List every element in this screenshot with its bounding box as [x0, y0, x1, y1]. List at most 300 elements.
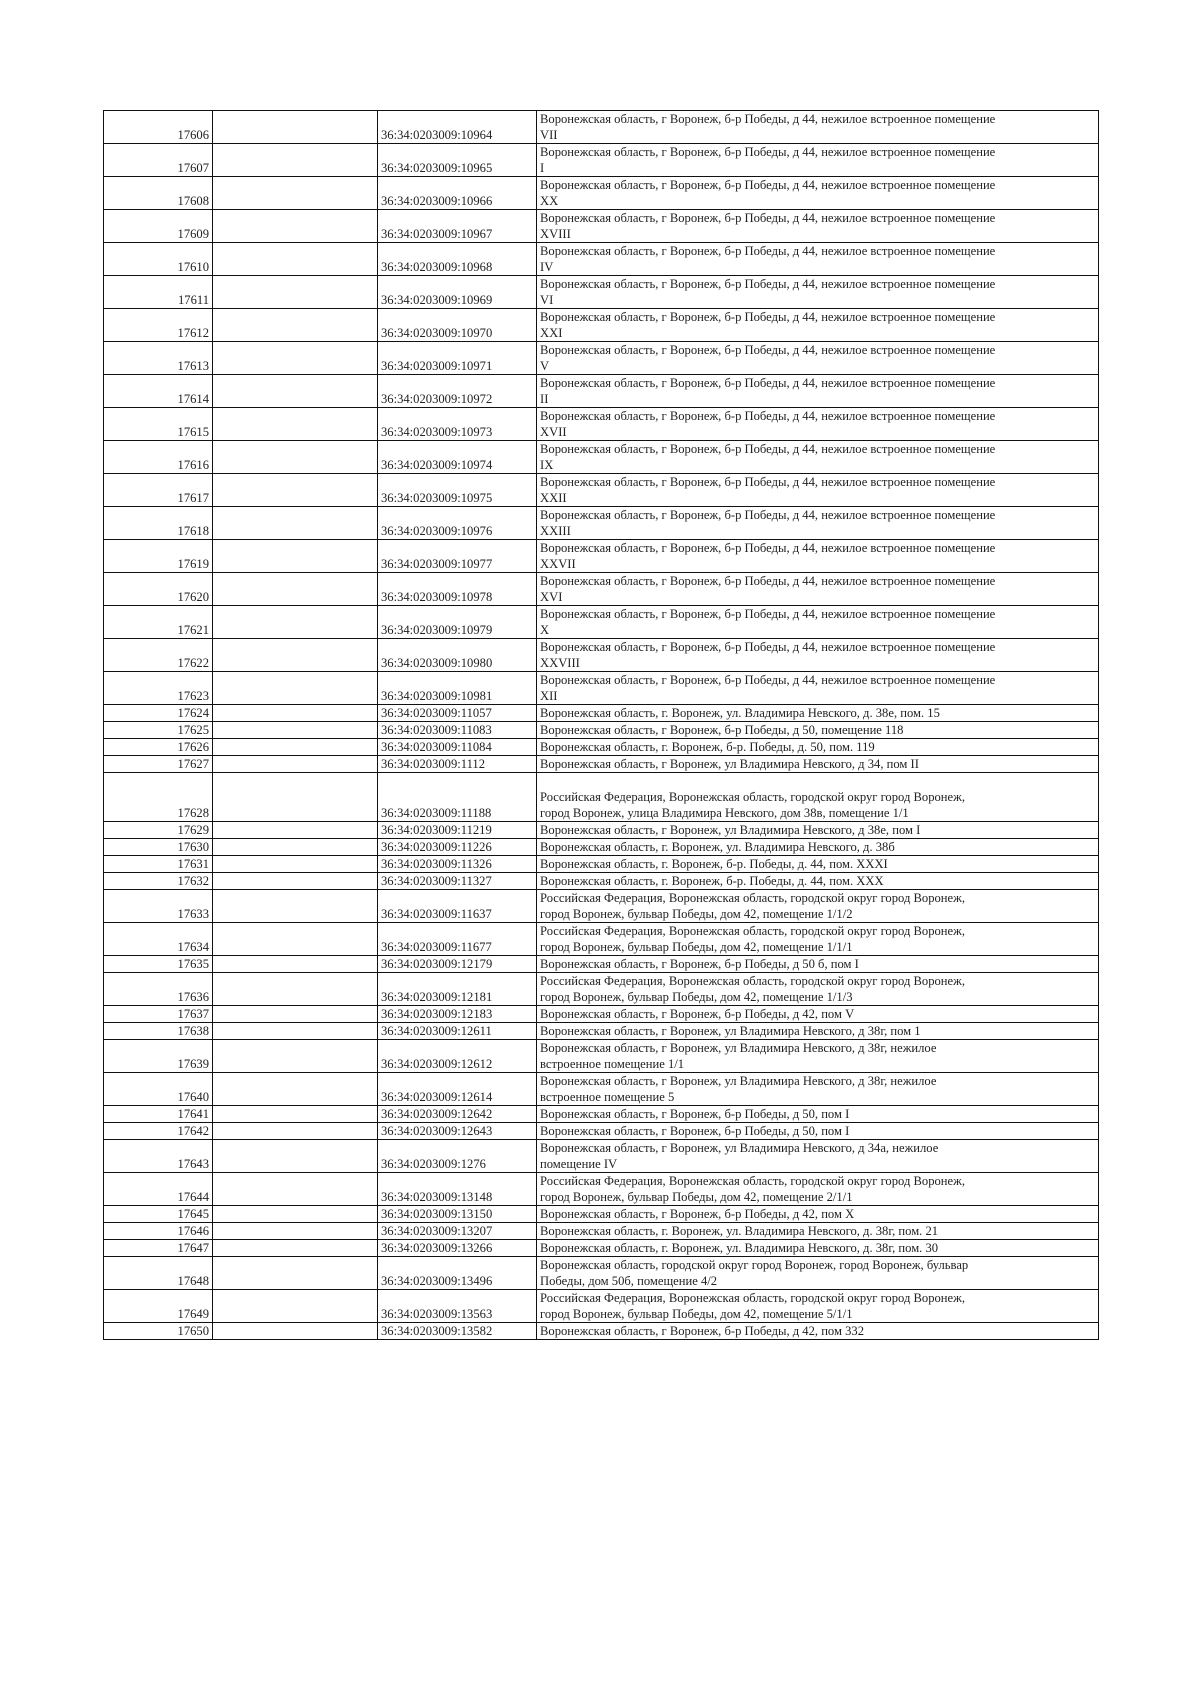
address-cell: [537, 474, 1099, 507]
address-cell: [537, 507, 1099, 540]
empty-cell: [213, 144, 378, 177]
table-row: [104, 1173, 1099, 1206]
registry-table: [103, 110, 1099, 1340]
row-number: 17650: [104, 1323, 213, 1340]
address-line: Воронежская область, г Воронеж, б-р Победы, д 44, нежилое встроенное помещение: [540, 409, 996, 423]
table-row: [104, 923, 1099, 956]
address-cell: [537, 1123, 1099, 1140]
empty-cell: [213, 1023, 378, 1040]
empty-cell: [213, 1223, 378, 1240]
address-cell: [537, 672, 1099, 705]
address-cell: [537, 573, 1099, 606]
empty-cell: [213, 956, 378, 973]
address-line: XXI: [540, 326, 563, 340]
table-row: [104, 144, 1099, 177]
address-line: Воронежская область, г. Воронеж, ул. Владимира Невского, д. 38г, пом. 30: [540, 1241, 939, 1255]
table-row: [104, 1023, 1099, 1040]
table-row: [104, 1140, 1099, 1173]
cadastral-number: 36:34:0203009:10980: [378, 639, 537, 672]
row-number: 17648: [104, 1257, 213, 1290]
table-row: [104, 639, 1099, 672]
address-line: Воронежская область, г. Воронеж, б-р. Победы, д. 44, пом. XXXI: [540, 857, 888, 871]
cadastral-number: 36:34:0203009:11326: [378, 856, 537, 873]
row-number: 17611: [104, 276, 213, 309]
row-number: 17613: [104, 342, 213, 375]
table-row: [104, 342, 1099, 375]
table-row: [104, 1290, 1099, 1323]
row-number: 17625: [104, 722, 213, 739]
address-cell: [537, 309, 1099, 342]
address-line: Воронежская область, г Воронеж, б-р Победы, д 44, нежилое встроенное помещение: [540, 508, 996, 522]
cadastral-number: 36:34:0203009:11083: [378, 722, 537, 739]
cadastral-number: 36:34:0203009:11677: [378, 923, 537, 956]
cadastral-number: 36:34:0203009:13148: [378, 1173, 537, 1206]
address-line: Воронежская область, г Воронеж, ул Владимира Невского, д 38г, нежилое: [540, 1041, 937, 1055]
address-cell: [537, 822, 1099, 839]
address-line: Воронежская область, г Воронеж, б-р Победы, д 50, пом I: [540, 1124, 850, 1138]
row-number: 17606: [104, 111, 213, 144]
empty-cell: [213, 839, 378, 856]
table-row: [104, 839, 1099, 856]
row-number: 17618: [104, 507, 213, 540]
row-number: 17620: [104, 573, 213, 606]
cadastral-number: 36:34:0203009:10978: [378, 573, 537, 606]
row-number: 17649: [104, 1290, 213, 1323]
cadastral-number: 36:34:0203009:10975: [378, 474, 537, 507]
cadastral-number: 36:34:0203009:10976: [378, 507, 537, 540]
address-cell: [537, 1290, 1099, 1323]
empty-cell: [213, 1123, 378, 1140]
empty-cell: [213, 375, 378, 408]
cadastral-number: 36:34:0203009:13563: [378, 1290, 537, 1323]
address-line: Воронежская область, г Воронеж, б-р Победы, д 44, нежилое встроенное помещение: [540, 145, 996, 159]
address-line: Воронежская область, г Воронеж, ул Владимира Невского, д 34а, нежилое: [540, 1141, 939, 1155]
empty-cell: [213, 342, 378, 375]
address-line: XVI: [540, 590, 563, 604]
address-line: Воронежская область, г Воронеж, ул Владимира Невского, д 34, пом II: [540, 757, 919, 771]
table-row: [104, 276, 1099, 309]
cadastral-number: 36:34:0203009:12642: [378, 1106, 537, 1123]
address-cell: [537, 923, 1099, 956]
empty-cell: [213, 276, 378, 309]
cadastral-number: 36:34:0203009:10970: [378, 309, 537, 342]
address-line: Воронежская область, г Воронеж, б-р Победы, д 44, нежилое встроенное помещение: [540, 244, 996, 258]
row-number: 17619: [104, 540, 213, 573]
address-cell: [537, 1257, 1099, 1290]
address-line: город Воронеж, улица Владимира Невского, дом 38в, помещение 1/1: [540, 806, 909, 820]
cadastral-number: 36:34:0203009:10971: [378, 342, 537, 375]
address-line: Российская Федерация, Воронежская область, городской округ город Воронеж,: [540, 974, 965, 988]
registry-rows: [104, 111, 1099, 1340]
row-number: 17627: [104, 756, 213, 773]
table-row: [104, 873, 1099, 890]
table-row: [104, 441, 1099, 474]
cadastral-number: 36:34:0203009:12614: [378, 1073, 537, 1106]
table-row: [104, 1206, 1099, 1223]
address-cell: [537, 722, 1099, 739]
table-row: [104, 722, 1099, 739]
address-cell: [537, 956, 1099, 973]
address-cell: [537, 639, 1099, 672]
empty-cell: [213, 1240, 378, 1257]
address-line: город Воронеж, бульвар Победы, дом 42, помещение 2/1/1: [540, 1190, 853, 1204]
row-number: 17610: [104, 243, 213, 276]
table-row: [104, 507, 1099, 540]
row-number: 17612: [104, 309, 213, 342]
empty-cell: [213, 722, 378, 739]
address-cell: [537, 1006, 1099, 1023]
address-line: Воронежская область, г Воронеж, б-р Победы, д 44, нежилое встроенное помещение: [540, 376, 996, 390]
table-row: [104, 1106, 1099, 1123]
address-line: IV: [540, 260, 554, 274]
table-row: [104, 856, 1099, 873]
empty-cell: [213, 243, 378, 276]
empty-cell: [213, 639, 378, 672]
empty-cell: [213, 739, 378, 756]
address-line: Воронежская область, городской округ город Воронеж, город Воронеж, бульвар: [540, 1258, 969, 1272]
table-row: [104, 672, 1099, 705]
table-row: [104, 1006, 1099, 1023]
address-cell: [537, 1173, 1099, 1206]
address-line: Воронежская область, г Воронеж, б-р Победы, д 44, нежилое встроенное помещение: [540, 211, 996, 225]
address-line: Воронежская область, г Воронеж, б-р Победы, д 44, нежилое встроенное помещение: [540, 178, 996, 192]
empty-cell: [213, 1006, 378, 1023]
table-row: [104, 1223, 1099, 1240]
row-number: 17630: [104, 839, 213, 856]
cadastral-number: 36:34:0203009:11057: [378, 705, 537, 722]
table-row: [104, 705, 1099, 722]
cadastral-number: 36:34:0203009:12611: [378, 1023, 537, 1040]
empty-cell: [213, 573, 378, 606]
address-line: Воронежская область, г Воронеж, б-р Победы, д 42, пом 332: [540, 1324, 864, 1338]
empty-cell: [213, 507, 378, 540]
address-line: VII: [540, 128, 558, 142]
row-number: 17623: [104, 672, 213, 705]
cadastral-number: 36:34:0203009:11188: [378, 773, 537, 822]
address-line: Воронежская область, г Воронеж, б-р Победы, д 44, нежилое встроенное помещение: [540, 442, 996, 456]
row-number: 17645: [104, 1206, 213, 1223]
row-number: 17622: [104, 639, 213, 672]
cadastral-number: 36:34:0203009:13266: [378, 1240, 537, 1257]
empty-cell: [213, 1040, 378, 1073]
table-row: [104, 1123, 1099, 1140]
table-row: [104, 956, 1099, 973]
table-row: [104, 243, 1099, 276]
address-line: город Воронеж, бульвар Победы, дом 42, помещение 1/1/2: [540, 907, 853, 921]
address-line: Воронежская область, г Воронеж, б-р Победы, д 44, нежилое встроенное помещение: [540, 475, 996, 489]
empty-cell: [213, 474, 378, 507]
address-line: Победы, дом 50б, помещение 4/2: [540, 1274, 718, 1288]
cadastral-number: 36:34:0203009:10968: [378, 243, 537, 276]
table-row: [104, 1073, 1099, 1106]
table-row: [104, 474, 1099, 507]
empty-cell: [213, 408, 378, 441]
table-row: [104, 739, 1099, 756]
cadastral-number: 36:34:0203009:10973: [378, 408, 537, 441]
address-cell: [537, 890, 1099, 923]
address-line: Воронежская область, г Воронеж, б-р Победы, д 44, нежилое встроенное помещение: [540, 112, 996, 126]
empty-cell: [213, 1206, 378, 1223]
empty-cell: [213, 822, 378, 839]
address-cell: [537, 1323, 1099, 1340]
row-number: 17609: [104, 210, 213, 243]
address-line: IX: [540, 458, 554, 472]
empty-cell: [213, 856, 378, 873]
address-line: Российская Федерация, Воронежская область, городской округ город Воронеж,: [540, 1291, 965, 1305]
cadastral-number: 36:34:0203009:10969: [378, 276, 537, 309]
address-line: XVIII: [540, 227, 571, 241]
row-number: 17640: [104, 1073, 213, 1106]
address-line: V: [540, 359, 550, 373]
row-number: 17636: [104, 973, 213, 1006]
address-line: XXVII: [540, 557, 576, 571]
cadastral-number: 36:34:0203009:12179: [378, 956, 537, 973]
row-number: 17617: [104, 474, 213, 507]
address-line: XX: [540, 194, 559, 208]
address-cell: [537, 111, 1099, 144]
address-line: Воронежская область, г Воронеж, б-р Победы, д 44, нежилое встроенное помещение: [540, 541, 996, 555]
cadastral-number: 36:34:0203009:10981: [378, 672, 537, 705]
table-row: [104, 756, 1099, 773]
cadastral-number: 36:34:0203009:12612: [378, 1040, 537, 1073]
address-line: Воронежская область, г Воронеж, б-р Победы, д 44, нежилое встроенное помещение: [540, 574, 996, 588]
table-row: [104, 540, 1099, 573]
address-line: Воронежская область, г Воронеж, б-р Победы, д 42, пом V: [540, 1007, 855, 1021]
empty-cell: [213, 1106, 378, 1123]
table-row: [104, 773, 1099, 822]
row-number: 17633: [104, 890, 213, 923]
table-row: [104, 573, 1099, 606]
row-number: 17647: [104, 1240, 213, 1257]
address-cell: [537, 1023, 1099, 1040]
address-line: II: [540, 392, 549, 406]
address-line: Воронежская область, г Воронеж, ул Владимира Невского, д 38г, нежилое: [540, 1074, 937, 1088]
address-cell: [537, 408, 1099, 441]
row-number: 17616: [104, 441, 213, 474]
address-line: Воронежская область, г Воронеж, ул Владимира Невского, д 38г, пом 1: [540, 1024, 921, 1038]
empty-cell: [213, 1290, 378, 1323]
table-row: [104, 1323, 1099, 1340]
empty-cell: [213, 873, 378, 890]
cadastral-number: 36:34:0203009:12183: [378, 1006, 537, 1023]
empty-cell: [213, 672, 378, 705]
address-cell: [537, 276, 1099, 309]
cadastral-number: 36:34:0203009:13150: [378, 1206, 537, 1223]
address-cell: [537, 739, 1099, 756]
address-line: встроенное помещение 5: [540, 1090, 675, 1104]
row-number: 17637: [104, 1006, 213, 1023]
address-line: Воронежская область, г Воронеж, б-р Победы, д 50 б, пом I: [540, 957, 859, 971]
empty-cell: [213, 923, 378, 956]
address-line: Воронежская область, г. Воронеж, б-р. Победы, д. 50, пом. 119: [540, 740, 875, 754]
empty-cell: [213, 890, 378, 923]
address-line: город Воронеж, бульвар Победы, дом 42, помещение 1/1/1: [540, 940, 853, 954]
address-cell: [537, 243, 1099, 276]
cadastral-number: 36:34:0203009:11219: [378, 822, 537, 839]
address-cell: [537, 540, 1099, 573]
address-cell: [537, 1206, 1099, 1223]
cadastral-number: 36:34:0203009:10974: [378, 441, 537, 474]
address-line: Воронежская область, г. Воронеж, ул. Владимира Невского, д. 38б: [540, 840, 895, 854]
address-line: город Воронеж, бульвар Победы, дом 42, помещение 5/1/1: [540, 1307, 853, 1321]
row-number: 17642: [104, 1123, 213, 1140]
address-cell: [537, 441, 1099, 474]
address-line: XXVIII: [540, 656, 580, 670]
cadastral-number: 36:34:0203009:10966: [378, 177, 537, 210]
empty-cell: [213, 756, 378, 773]
address-line: Воронежская область, г Воронеж, б-р Победы, д 44, нежилое встроенное помещение: [540, 343, 996, 357]
table-row: [104, 1240, 1099, 1257]
table-row: [104, 1040, 1099, 1073]
address-line: Воронежская область, г Воронеж, б-р Победы, д 44, нежилое встроенное помещение: [540, 640, 996, 654]
address-cell: [537, 177, 1099, 210]
empty-cell: [213, 210, 378, 243]
cadastral-number: 36:34:0203009:1112: [378, 756, 537, 773]
address-cell: [537, 1240, 1099, 1257]
address-cell: [537, 342, 1099, 375]
row-number: 17607: [104, 144, 213, 177]
address-cell: [537, 973, 1099, 1006]
empty-cell: [213, 1173, 378, 1206]
empty-cell: [213, 606, 378, 639]
address-cell: [537, 210, 1099, 243]
address-line: Российская Федерация, Воронежская область, городской округ город Воронеж,: [540, 1174, 965, 1188]
table-row: [104, 1257, 1099, 1290]
row-number: 17635: [104, 956, 213, 973]
row-number: 17614: [104, 375, 213, 408]
cadastral-number: 36:34:0203009:11327: [378, 873, 537, 890]
address-line: Российская Федерация, Воронежская область, городской округ город Воронеж,: [540, 891, 965, 905]
cadastral-number: 36:34:0203009:1276: [378, 1140, 537, 1173]
address-cell: [537, 1073, 1099, 1106]
address-line: X: [540, 623, 550, 637]
row-number: 17643: [104, 1140, 213, 1173]
table-row: [104, 210, 1099, 243]
table-row: [104, 973, 1099, 1006]
table-row: [104, 111, 1099, 144]
address-line: Российская Федерация, Воронежская область, городской округ город Воронеж,: [540, 924, 965, 938]
address-line: помещение IV: [540, 1157, 618, 1171]
cadastral-number: 36:34:0203009:13582: [378, 1323, 537, 1340]
row-number: 17644: [104, 1173, 213, 1206]
row-number: 17638: [104, 1023, 213, 1040]
address-line: I: [540, 161, 545, 175]
address-line: Воронежская область, г Воронеж, ул Владимира Невского, д 38е, пом I: [540, 823, 921, 837]
address-line: XII: [540, 689, 558, 703]
address-line: Воронежская область, г. Воронеж, ул. Владимира Невского, д. 38г, пом. 21: [540, 1224, 939, 1238]
address-cell: [537, 1223, 1099, 1240]
address-cell: [537, 375, 1099, 408]
empty-cell: [213, 309, 378, 342]
address-line: VI: [540, 293, 554, 307]
cadastral-number: 36:34:0203009:10979: [378, 606, 537, 639]
address-cell: [537, 839, 1099, 856]
empty-cell: [213, 973, 378, 1006]
cadastral-number: 36:34:0203009:10972: [378, 375, 537, 408]
row-number: 17628: [104, 773, 213, 822]
address-line: Российская Федерация, Воронежская область, городской округ город Воронеж,: [540, 790, 965, 804]
address-cell: [537, 873, 1099, 890]
table-row: [104, 177, 1099, 210]
address-line: Воронежская область, г. Воронеж, ул. Владимира Невского, д. 38е, пом. 15: [540, 706, 940, 720]
row-number: 17615: [104, 408, 213, 441]
address-cell: [537, 705, 1099, 722]
address-line: XVII: [540, 425, 567, 439]
address-line: Воронежская область, г Воронеж, б-р Победы, д 50, пом I: [540, 1107, 850, 1121]
row-number: 17632: [104, 873, 213, 890]
address-line: Воронежская область, г Воронеж, б-р Победы, д 42, пом X: [540, 1207, 855, 1221]
cadastral-number: 36:34:0203009:10964: [378, 111, 537, 144]
row-number: 17634: [104, 923, 213, 956]
empty-cell: [213, 1257, 378, 1290]
table-row: [104, 408, 1099, 441]
address-cell: [537, 144, 1099, 177]
row-number: 17646: [104, 1223, 213, 1240]
row-number: 17624: [104, 705, 213, 722]
address-line: Воронежская область, г Воронеж, б-р Победы, д 44, нежилое встроенное помещение: [540, 607, 996, 621]
row-number: 17629: [104, 822, 213, 839]
table-row: [104, 822, 1099, 839]
empty-cell: [213, 177, 378, 210]
address-line: XXIII: [540, 524, 571, 538]
cadastral-number: 36:34:0203009:10977: [378, 540, 537, 573]
cadastral-number: 36:34:0203009:13496: [378, 1257, 537, 1290]
empty-cell: [213, 1073, 378, 1106]
address-line: город Воронеж, бульвар Победы, дом 42, помещение 1/1/3: [540, 990, 853, 1004]
address-line: XXII: [540, 491, 567, 505]
row-number: 17639: [104, 1040, 213, 1073]
row-number: 17641: [104, 1106, 213, 1123]
address-cell: [537, 1040, 1099, 1073]
address-line: Воронежская область, г Воронеж, б-р Победы, д 44, нежилое встроенное помещение: [540, 673, 996, 687]
empty-cell: [213, 111, 378, 144]
address-line: встроенное помещение 1/1: [540, 1057, 685, 1071]
empty-cell: [213, 705, 378, 722]
cadastral-number: 36:34:0203009:10965: [378, 144, 537, 177]
row-number: 17608: [104, 177, 213, 210]
empty-cell: [213, 441, 378, 474]
cadastral-number: 36:34:0203009:10967: [378, 210, 537, 243]
table-row: [104, 309, 1099, 342]
table-row: [104, 606, 1099, 639]
empty-cell: [213, 1140, 378, 1173]
address-cell: [537, 856, 1099, 873]
address-cell: [537, 606, 1099, 639]
cadastral-number: 36:34:0203009:11637: [378, 890, 537, 923]
cadastral-number: 36:34:0203009:11084: [378, 739, 537, 756]
empty-cell: [213, 1323, 378, 1340]
empty-cell: [213, 540, 378, 573]
cadastral-number: 36:34:0203009:12643: [378, 1123, 537, 1140]
empty-cell: [213, 773, 378, 822]
address-line: Воронежская область, г Воронеж, б-р Победы, д 44, нежилое встроенное помещение: [540, 277, 996, 291]
cadastral-number: 36:34:0203009:11226: [378, 839, 537, 856]
table-row: [104, 890, 1099, 923]
address-line: Воронежская область, г Воронеж, б-р Победы, д 50, помещение 118: [540, 723, 904, 737]
row-number: 17626: [104, 739, 213, 756]
address-cell: [537, 756, 1099, 773]
address-line: Воронежская область, г. Воронеж, б-р. Победы, д. 44, пом. XXX: [540, 874, 884, 888]
cadastral-number: 36:34:0203009:12181: [378, 973, 537, 1006]
table-row: [104, 375, 1099, 408]
address-cell: [537, 773, 1099, 822]
address-line: Воронежская область, г Воронеж, б-р Победы, д 44, нежилое встроенное помещение: [540, 310, 996, 324]
row-number: 17631: [104, 856, 213, 873]
address-cell: [537, 1106, 1099, 1123]
cadastral-number: 36:34:0203009:13207: [378, 1223, 537, 1240]
row-number: 17621: [104, 606, 213, 639]
address-cell: [537, 1140, 1099, 1173]
